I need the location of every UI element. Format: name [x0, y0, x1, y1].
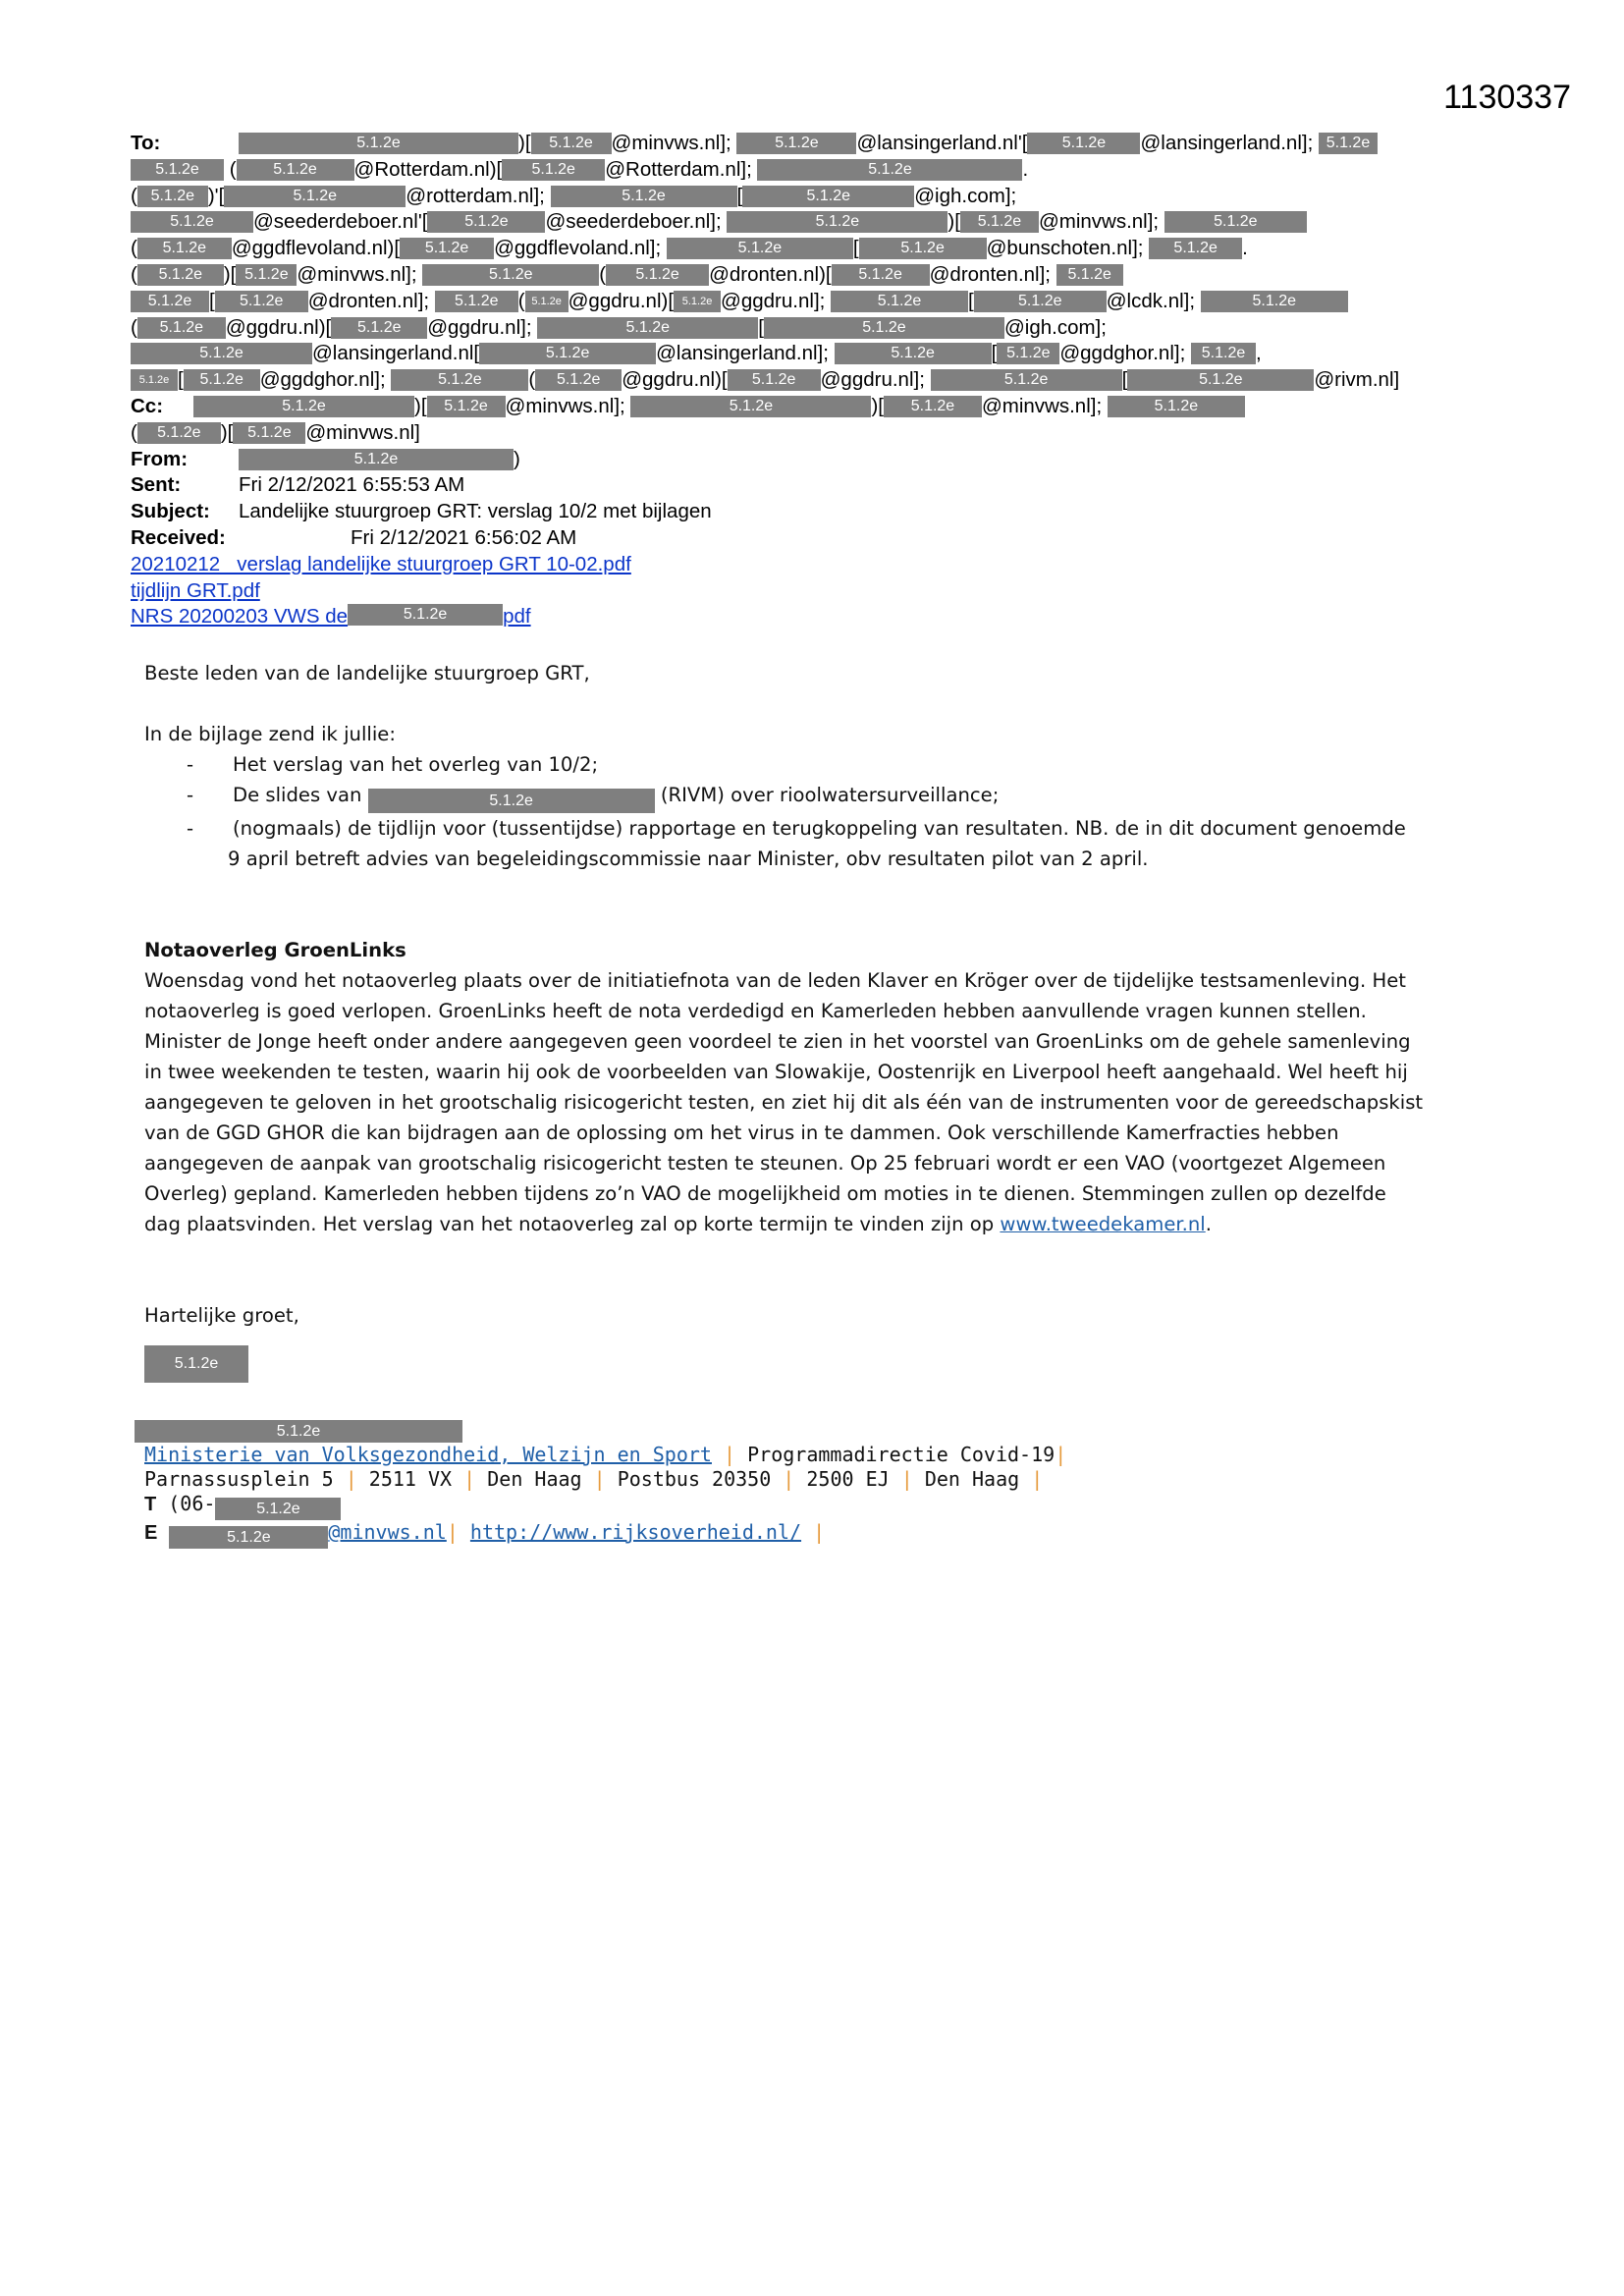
redaction: 5.1.2e — [184, 369, 260, 391]
list-item-text: Het verslag van het overleg van 10/2; — [233, 753, 599, 776]
paragraph-text: dag plaatsvinden. Het verslag van het notaoverleg zal op korte termijn te vinden zijn op — [144, 1213, 995, 1235]
redaction: 5.1.2e — [239, 449, 514, 470]
redaction: 5.1.2e — [131, 211, 253, 233]
redaction: 5.1.2e — [535, 369, 622, 391]
recipient-fragment: @rivm.nl] — [1314, 368, 1400, 392]
ministry-link[interactable]: Ministerie van Volksgezondheid, Welzijn en Sport — [144, 1443, 712, 1466]
redaction: 5.1.2e — [1108, 396, 1245, 417]
redaction: 5.1.2e — [551, 186, 737, 207]
recipient-fragment: @ggdghor.nl]; — [1059, 342, 1186, 365]
recipient-fragment: @ggdru.nl]; — [427, 315, 532, 339]
recipient-fragment: , — [1256, 342, 1262, 365]
redaction: 5.1.2e — [974, 291, 1107, 312]
redaction: 5.1.2e — [131, 343, 312, 364]
recipient-fragment: [ — [736, 184, 743, 207]
greeting: Beste leden van de landelijke stuurgroep GRT, — [144, 662, 590, 684]
recipient-fragment: @minvws.nl]; — [505, 394, 625, 417]
redaction: 5.1.2e — [1164, 211, 1307, 233]
address-part: 2500 EJ — [806, 1467, 890, 1491]
redaction: 5.1.2e — [835, 343, 992, 364]
subject-label: Subject: — [131, 500, 210, 523]
recipient-fragment: @Rotterdam.nl]; — [605, 157, 752, 181]
redaction: 5.1.2e — [832, 264, 930, 286]
website-link[interactable]: http://www.rijksoverheid.nl/ — [469, 1520, 802, 1544]
to-line-1 — [131, 131, 1525, 157]
recipient-fragment: )[ — [223, 262, 237, 286]
redaction: 5.1.2e — [931, 369, 1122, 391]
recipient-fragment: @ggdghor.nl]; — [259, 368, 386, 392]
received-line — [131, 525, 1525, 552]
address-part: Den Haag — [487, 1467, 582, 1491]
redaction: 5.1.2e — [215, 291, 308, 312]
phone-label: T — [144, 1494, 157, 1515]
recipient-fragment: @lansingerland.nl[ — [312, 342, 480, 365]
redaction: 5.1.2e — [1127, 369, 1314, 391]
to-line-2 — [131, 157, 1525, 184]
email-domain-link[interactable]: @minvws.nl — [328, 1520, 447, 1544]
redaction: 5.1.2e — [137, 238, 232, 259]
recipient-fragment: @rotterdam.nl]; — [406, 184, 545, 207]
redaction: 5.1.2e — [135, 1420, 462, 1443]
recipient-fragment: @igh.com]; — [1003, 315, 1107, 339]
redaction: 5.1.2e — [239, 133, 518, 154]
email-body — [144, 658, 1499, 1383]
subject-value: Landelijke stuurgroep GRT: verslag 10/2 met bijlagen — [239, 500, 712, 523]
recipient-fragment: @minvws.nl]; — [297, 262, 417, 286]
recipient-fragment: )[ — [518, 132, 531, 154]
closing: Hartelijke groet, — [144, 1304, 299, 1327]
paragraph-line: aangegeven de aanpak van grootschalig risicogericht testen te steunen. Op 25 februari wordt er een VAO (voortgezet Algemeen — [144, 1152, 1386, 1175]
redaction: 5.1.2e — [137, 186, 208, 207]
separator: | — [1055, 1443, 1067, 1466]
redaction: 5.1.2e — [131, 369, 178, 391]
recipient-fragment: @igh.com]; — [914, 184, 1017, 207]
redaction: 5.1.2e — [236, 264, 297, 286]
recipient-fragment: @seederdeboer.nl]; — [545, 210, 722, 234]
separator: | — [724, 1443, 736, 1466]
email-label: E — [144, 1522, 158, 1544]
subject-line — [131, 499, 1525, 525]
recipient-fragment: @ggdru.nl)[ — [622, 368, 728, 392]
redaction: 5.1.2e — [137, 264, 224, 286]
recipient-fragment: ( — [131, 315, 137, 339]
attachment-link-nrs[interactable] — [131, 605, 531, 628]
redaction: 5.1.2e — [137, 317, 226, 339]
redaction: 5.1.2e — [215, 1498, 341, 1520]
redaction: 5.1.2e — [435, 291, 518, 312]
received-label: Received: — [131, 525, 226, 549]
paragraph-line: notaoverleg is goed verlopen. GroenLinks heeft de nota verdedigd en Kamerleden hebben aanvullende vragen kunnen stellen. — [144, 1000, 1367, 1022]
recipient-fragment: @lansingerland.nl]; — [1140, 132, 1314, 154]
from-line — [131, 447, 1525, 473]
list-item — [144, 749, 1499, 780]
redaction: 5.1.2e — [131, 159, 224, 181]
redaction: 5.1.2e — [831, 291, 968, 312]
recipient-fragment: ( — [131, 237, 137, 260]
address-part: Postbus 20350 — [617, 1467, 772, 1491]
redaction: 5.1.2e — [960, 211, 1039, 233]
to-line-10 — [131, 367, 1525, 394]
recipient-fragment: . — [1242, 237, 1248, 260]
redaction: 5.1.2e — [537, 317, 758, 339]
redaction: 5.1.2e — [742, 186, 914, 207]
paragraph-line: aangegeven te geloven in het grootschalig risicogericht testen, en ziet hij dit als één van de instrumenten voor de gereedschapskist — [144, 1091, 1424, 1114]
recipient-fragment: )[ — [414, 394, 427, 417]
separator: | — [345, 1467, 357, 1491]
redaction: 5.1.2e — [1201, 291, 1348, 312]
recipient-fragment: @ggdru.nl)[ — [568, 289, 675, 312]
recipient-fragment: ) — [514, 447, 520, 470]
redaction: 5.1.2e — [224, 186, 406, 207]
to-line-7 — [131, 289, 1525, 315]
recipient-fragment: [ — [758, 315, 764, 339]
redaction: 5.1.2e — [736, 133, 856, 154]
recipient-fragment: @minvws.nl]; — [981, 394, 1103, 417]
document-id: 1130337 — [1443, 79, 1571, 116]
recipient-fragment: ( — [131, 262, 137, 286]
paragraph-line: van de GGD GHOR die kan bijdragen aan de oplossing om het virus in te dammen. Ook verschillende Kamerfracties hebben — [144, 1121, 1339, 1144]
redaction: 5.1.2e — [331, 317, 427, 339]
paragraph-line: in twee weekenden te testen, waarin hij ook de voorbeelden van Slowakije, Oostenrijk en Liverpool heeft aangehaald. Wel heeft hij — [144, 1061, 1408, 1083]
bullet-dash: - — [187, 753, 194, 776]
recipient-fragment: )[ — [947, 210, 960, 234]
signature-name-line — [135, 1414, 1323, 1443]
recipient-fragment: ( — [528, 368, 536, 392]
separator: | — [593, 1467, 606, 1491]
recipient-fragment: @bunschoten.nl]; — [986, 237, 1144, 260]
phone-prefix: (06- — [168, 1492, 216, 1515]
redaction: 5.1.2e — [884, 396, 982, 417]
redaction: 5.1.2e — [193, 396, 414, 417]
to-line-8 — [131, 315, 1525, 342]
to-line-9 — [131, 341, 1525, 367]
recipient-fragment: @ggdru.nl]; — [820, 368, 925, 392]
redaction: 5.1.2e — [137, 422, 221, 444]
sent-label: Sent: — [131, 473, 182, 497]
recipient-fragment: [ — [178, 368, 184, 392]
paragraph-line: Overleg) gepland. Kamerleden hebben tijdens zo’n VAO de mogelijkheid om moties in te dienen. Stemmingen zullen op dezelfde — [144, 1182, 1386, 1205]
redaction: 5.1.2e — [427, 396, 506, 417]
attachment-3-prefix: NRS 20200203 VWS de — [131, 605, 349, 629]
redaction: 5.1.2e — [427, 211, 545, 233]
from-label: From: — [131, 447, 189, 470]
redaction: 5.1.2e — [728, 369, 821, 391]
recipient-fragment: . — [1022, 157, 1029, 181]
recipient-fragment: @lansingerland.nl'[ — [856, 132, 1028, 154]
redaction: 5.1.2e — [169, 1526, 328, 1549]
list-item-text: (nogmaals) de tijdlijn voor (tussentijdse) rapportage en terugkoppeling van resultaten. NB. de in dit document genoemde — [233, 817, 1406, 840]
redaction: 5.1.2e — [144, 1345, 248, 1383]
recipient-fragment: [ — [852, 237, 859, 260]
separator: | — [813, 1520, 826, 1544]
signature-email-line — [144, 1520, 1323, 1549]
redaction: 5.1.2e — [1149, 238, 1242, 259]
recipient-fragment: ( — [517, 289, 525, 312]
redaction: 5.1.2e — [1027, 133, 1140, 154]
signature-address-line — [144, 1467, 1323, 1492]
separator: | — [1031, 1467, 1044, 1491]
attachment-3[interactable] — [131, 604, 1525, 630]
cc-label: Cc: — [131, 394, 164, 417]
redaction: 5.1.2e — [237, 159, 354, 181]
sent-line — [131, 472, 1525, 499]
redaction: 5.1.2e — [233, 422, 305, 444]
recipient-fragment: ( — [229, 157, 237, 181]
cc-line-1 — [131, 394, 1525, 420]
redaction: 5.1.2e — [479, 343, 656, 364]
programme: Programmadirectie Covid-19 — [747, 1443, 1056, 1466]
redaction: 5.1.2e — [368, 789, 655, 813]
address-part: Den Haag — [924, 1467, 1020, 1491]
paragraph-text: . — [1205, 1213, 1212, 1235]
recipient-fragment: @minvws.nl]; — [1038, 210, 1160, 234]
redaction: 5.1.2e — [674, 291, 721, 312]
recipient-fragment: ( — [131, 420, 137, 444]
redaction: 5.1.2e — [606, 264, 709, 286]
to-line-4 — [131, 209, 1525, 236]
received-value: Fri 2/12/2021 6:56:02 AM — [351, 525, 577, 549]
recipient-fragment: @ggdflevoland.nl)[ — [231, 237, 401, 260]
redaction: 5.1.2e — [531, 133, 612, 154]
attachment-1[interactable] — [131, 552, 1525, 578]
list-item-text: De slides van — [233, 784, 362, 806]
attachment-2[interactable] — [131, 578, 1525, 605]
redaction: 5.1.2e — [997, 343, 1059, 364]
cc-line-2 — [131, 420, 1525, 447]
redaction: 5.1.2e — [422, 264, 599, 286]
recipient-fragment: @dronten.nl)[ — [709, 262, 832, 286]
intro: In de bijlage zend ik jullie: — [144, 723, 396, 745]
signature — [144, 1414, 1323, 1549]
separator: | — [900, 1467, 913, 1491]
redaction: 5.1.2e — [1191, 343, 1256, 364]
signature-phone-line — [144, 1492, 1323, 1520]
address-part: Parnassusplein 5 — [144, 1467, 334, 1491]
recipient-fragment: @lansingerland.nl]; — [656, 342, 829, 365]
to-line-6 — [131, 262, 1525, 289]
redaction: 5.1.2e — [1319, 133, 1378, 154]
redaction: 5.1.2e — [764, 317, 1004, 339]
bullet-dash: - — [187, 817, 194, 840]
to-line-3 — [131, 184, 1525, 210]
recipient-fragment: @ggdru.nl)[ — [225, 315, 332, 339]
redaction: 5.1.2e — [1056, 264, 1123, 286]
recipient-fragment: @seederdeboer.nl'[ — [253, 210, 428, 234]
recipient-fragment: @minvws.nl] — [305, 420, 420, 444]
recipient-fragment: @ggdflevoland.nl]; — [494, 237, 662, 260]
redaction: 5.1.2e — [630, 396, 871, 417]
to-label: To: — [131, 132, 161, 154]
recipient-fragment: @Rotterdam.nl)[ — [353, 157, 503, 181]
recipient-fragment: ( — [131, 184, 137, 207]
redaction: 5.1.2e — [727, 211, 947, 233]
paragraph-line: Minister de Jonge heeft onder andere aangegeven geen voordeel te zien in het voorstel van GroenLinks om de gehele samenleving — [144, 1030, 1411, 1053]
recipient-fragment: [ — [968, 289, 974, 312]
email-header — [131, 131, 1525, 630]
separator: | — [783, 1467, 795, 1491]
redaction: 5.1.2e — [859, 238, 987, 259]
recipient-fragment: @lcdk.nl]; — [1106, 289, 1196, 312]
recipient-fragment: @ggdru.nl]; — [721, 289, 826, 312]
paragraph-line — [144, 1209, 1499, 1239]
redaction: 5.1.2e — [525, 291, 568, 312]
to-line-5 — [131, 236, 1525, 262]
tweedekamer-link[interactable]: www.tweedekamer.nl — [1000, 1213, 1206, 1235]
recipient-fragment: [ — [991, 342, 998, 365]
separator: | — [463, 1467, 476, 1491]
separator: | — [446, 1520, 459, 1544]
attachment-link-report[interactable]: 20210212 _verslag landelijke stuurgroep GRT 10-02.pdf — [131, 552, 631, 575]
section-heading: Notaoverleg GroenLinks — [144, 939, 406, 961]
sent-value: Fri 2/12/2021 6:55:53 AM — [239, 473, 465, 497]
redaction: 5.1.2e — [400, 238, 494, 259]
recipient-fragment: ( — [599, 262, 607, 286]
list-item — [144, 780, 1499, 813]
recipient-fragment: )'[ — [207, 184, 225, 207]
recipient-fragment: @dronten.nl]; — [929, 262, 1051, 286]
recipient-fragment: )[ — [871, 394, 884, 417]
attachment-3-suffix: pdf — [503, 605, 531, 629]
redaction: 5.1.2e — [667, 238, 853, 259]
list-item-text: (RIVM) over rioolwatersurveillance; — [660, 784, 1000, 806]
list-item-continuation: 9 april betreft advies van begeleidingscommissie naar Minister, obv resultaten pilot van 2 april. — [228, 847, 1149, 870]
paragraph-line: Woensdag vond het notaoverleg plaats over de initiatiefnota van de leden Klaver en Kröger over de tijdelijke testsamenleving. Het — [144, 969, 1406, 992]
recipient-fragment: [ — [209, 289, 215, 312]
attachment-link-timeline[interactable]: tijdlijn GRT.pdf — [131, 578, 260, 602]
list-item — [144, 813, 1499, 844]
redaction: 5.1.2e — [391, 369, 528, 391]
address-part: 2511 VX — [368, 1467, 453, 1491]
redaction: 5.1.2e — [757, 159, 1022, 181]
recipient-fragment: [ — [1121, 368, 1128, 392]
recipient-fragment: @minvws.nl]; — [611, 132, 731, 154]
redaction: 5.1.2e — [502, 159, 605, 181]
signature-org-line — [144, 1443, 1323, 1467]
recipient-fragment: @dronten.nl]; — [307, 289, 430, 312]
redaction: 5.1.2e — [348, 604, 503, 626]
bullet-dash: - — [187, 784, 194, 806]
redaction: 5.1.2e — [131, 291, 209, 312]
recipient-fragment: )[ — [220, 420, 234, 444]
